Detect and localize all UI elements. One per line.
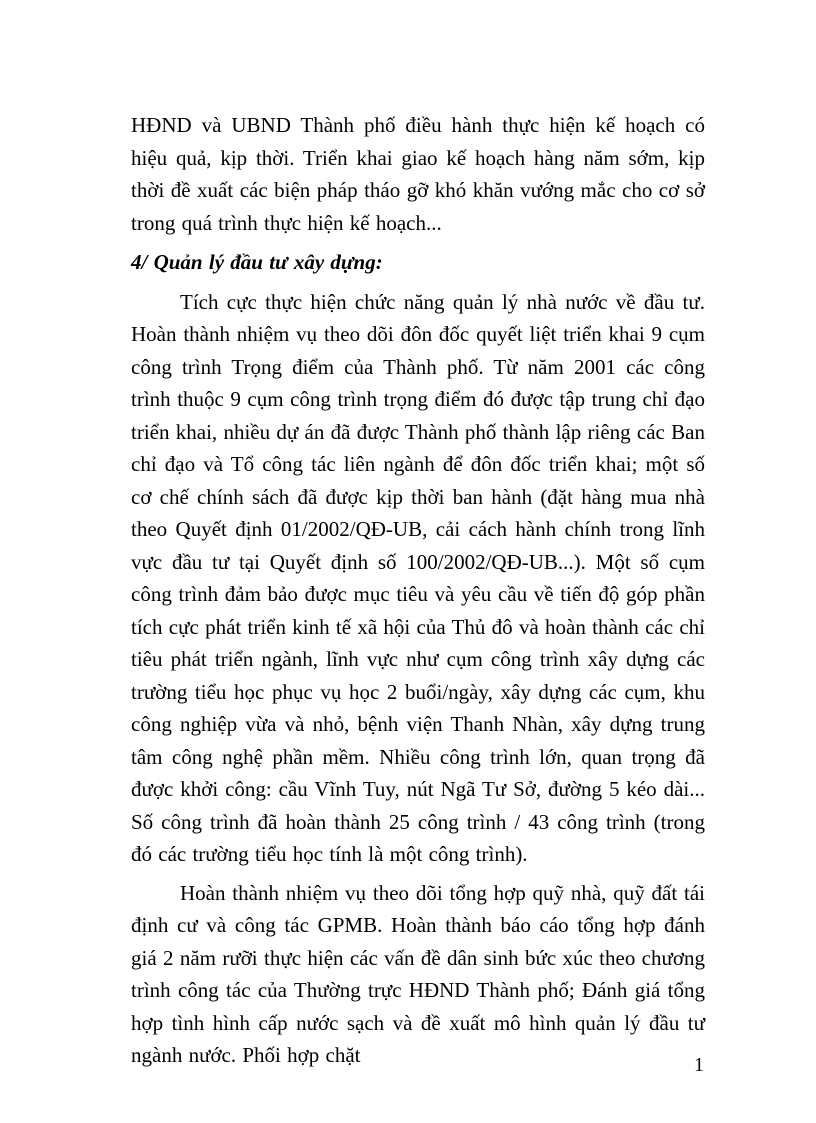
paragraph-plan-execution: HĐND và UBND Thành phố điều hành thực hiện kế hoạch có hiệu quả, kịp thời. Triển khai giao kế hoạch hàng năm sớm, kịp thời đề xuất các biện pháp tháo gỡ khó khăn vướng mắc cho cơ sở trong quá trình thực hiện kế hoạch... — [131, 113, 705, 235]
paragraph-investment-projects: Tích cực thực hiện chức năng quản lý nhà nước về đầu tư. Hoàn thành nhiệm vụ theo dõi đôn đốc quyết liệt triển khai 9 cụm công trình Trọng điểm của Thành phố. Từ năm 2001 các công trình thuộc 9 cụm công trình trọng điểm đó được tập trung chỉ đạo triển khai, nhiều dự án đã được Thành phố thành lập riêng các Ban chỉ đạo và Tổ công tác liên ngành để đôn đốc triển khai; một số cơ chế chính sách đã được kịp thời ban hành (đặt hàng mua nhà theo Quyết định 01/2002/QĐ-UB, cải cách hành chính trong lĩnh vực đầu tư tại Quyết định số 100/2002/QĐ-UB...). Một số cụm công trình đảm bảo được mục tiêu và yêu cầu về tiến độ góp phần tích cực phát triển kinh tế xã hội của Thủ đô và hoàn thành các chỉ tiêu phát triển ngành, lĩnh vực như cụm công trình xây dựng các trường tiểu học phục vụ học 2 buổi/ngày, xây dựng các cụm, khu công nghiệp vừa và nhỏ, bệnh viện Thanh Nhàn, xây dựng trung tâm công nghệ phần mềm. Nhiều công trình lớn, quan trọng đã được khởi công: cầu Vĩnh Tuy, nút Ngã Tư Sở, đường 5 kéo dài... Số công trình đã hoàn thành 25 công trình / 43 công trình (trong đó các trường tiểu học tính là một công trình). — [131, 289, 705, 866]
document-body — [131, 109, 705, 1078]
page-number: 1 — [694, 1054, 704, 1076]
section-heading-investment-management: 4/ Quản lý đầu tư xây dựng: — [131, 250, 383, 274]
paragraph-land-housing-gpmb: Hoàn thành nhiệm vụ theo dõi tổng hợp quỹ nhà, quỹ đất tái định cư và công tác GPMB. Hoàn thành báo cáo tổng hợp đánh giá 2 năm rưỡi thực hiện các vấn đề dân sinh bức xúc theo chương trình công tác của Thường trực HĐND Thành phố; Đánh giá tổng hợp tình hình cấp nước sạch và đề xuất mô hình quản lý đầu tư ngành nước. Phối hợp chặt — [131, 880, 705, 1067]
